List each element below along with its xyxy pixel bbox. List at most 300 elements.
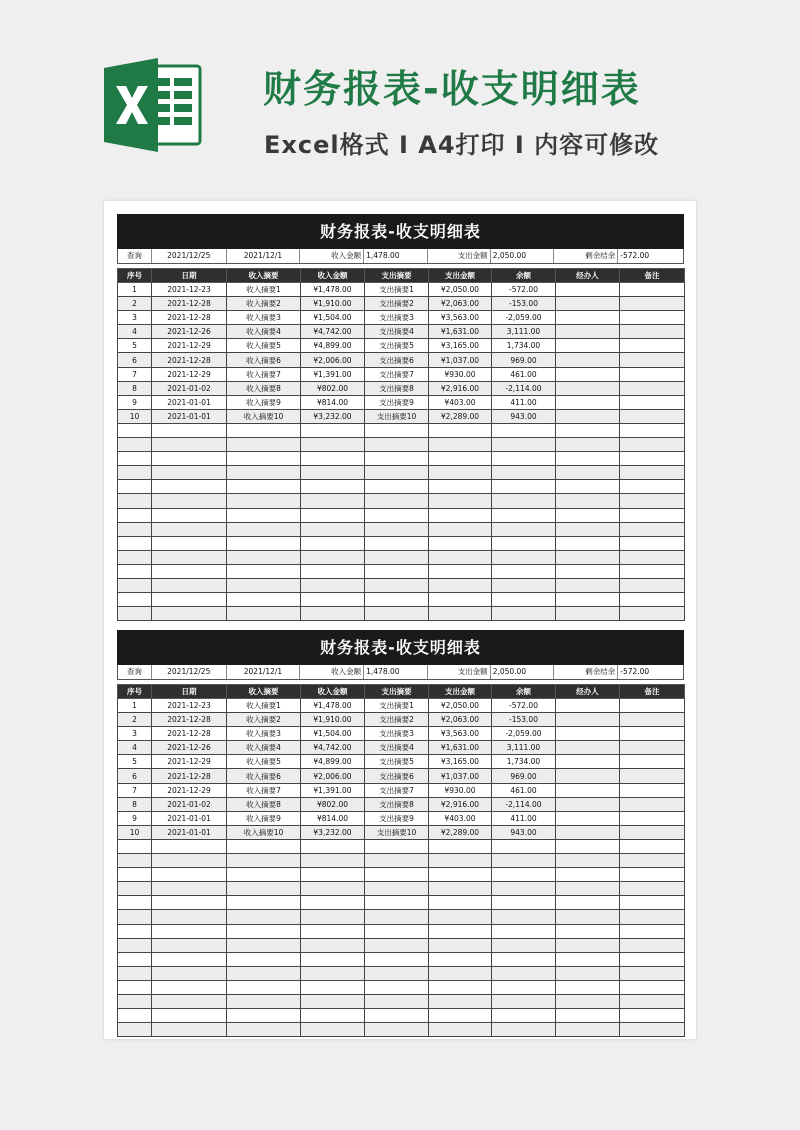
- table-cell[interactable]: 3,111.00: [492, 325, 556, 339]
- empty-cell[interactable]: [118, 494, 152, 508]
- table-cell[interactable]: 2: [118, 297, 152, 311]
- empty-cell[interactable]: [429, 466, 492, 480]
- empty-cell[interactable]: [118, 952, 152, 966]
- table-cell[interactable]: 2: [118, 713, 152, 727]
- table-cell[interactable]: 411.00: [492, 811, 556, 825]
- table-cell[interactable]: 收入摘要8: [227, 381, 301, 395]
- empty-cell[interactable]: [556, 938, 620, 952]
- table-cell[interactable]: 2021-12-23: [152, 699, 227, 713]
- empty-cell[interactable]: [620, 578, 685, 592]
- empty-cell[interactable]: [365, 952, 429, 966]
- empty-cell[interactable]: [118, 994, 152, 1008]
- table-cell[interactable]: ¥3,563.00: [429, 311, 492, 325]
- table-cell[interactable]: -2,059.00: [492, 727, 556, 741]
- table-cell[interactable]: 461.00: [492, 783, 556, 797]
- table-cell[interactable]: [620, 367, 685, 381]
- table-cell[interactable]: [556, 713, 620, 727]
- table-cell[interactable]: 支出摘要6: [365, 769, 429, 783]
- table-cell[interactable]: 411.00: [492, 395, 556, 409]
- table-cell[interactable]: [620, 297, 685, 311]
- table-cell[interactable]: 2021-12-29: [152, 783, 227, 797]
- empty-cell[interactable]: [620, 868, 685, 882]
- table-cell[interactable]: 5: [118, 755, 152, 769]
- table-cell[interactable]: [556, 381, 620, 395]
- empty-cell[interactable]: [556, 980, 620, 994]
- table-cell[interactable]: -2,114.00: [492, 381, 556, 395]
- empty-cell[interactable]: [301, 882, 365, 896]
- empty-cell[interactable]: [556, 466, 620, 480]
- empty-cell[interactable]: [492, 452, 556, 466]
- table-cell[interactable]: ¥1,391.00: [301, 783, 365, 797]
- empty-cell[interactable]: [492, 952, 556, 966]
- empty-cell[interactable]: [365, 607, 429, 621]
- empty-cell[interactable]: [492, 938, 556, 952]
- empty-cell[interactable]: [365, 452, 429, 466]
- empty-cell[interactable]: [152, 452, 227, 466]
- table-cell[interactable]: -2,114.00: [492, 797, 556, 811]
- query-date-end[interactable]: 2021/12/1: [227, 665, 301, 679]
- table-cell[interactable]: 943.00: [492, 409, 556, 423]
- empty-cell[interactable]: [301, 896, 365, 910]
- empty-cell[interactable]: [556, 994, 620, 1008]
- empty-cell[interactable]: [118, 452, 152, 466]
- empty-cell[interactable]: [301, 508, 365, 522]
- table-cell[interactable]: 2021-12-28: [152, 769, 227, 783]
- empty-cell[interactable]: [620, 607, 685, 621]
- table-cell[interactable]: 10: [118, 409, 152, 423]
- empty-cell[interactable]: [620, 896, 685, 910]
- empty-cell[interactable]: [301, 550, 365, 564]
- empty-cell[interactable]: [152, 1023, 227, 1037]
- table-cell[interactable]: [556, 339, 620, 353]
- empty-cell[interactable]: [301, 938, 365, 952]
- empty-cell[interactable]: [492, 924, 556, 938]
- empty-cell[interactable]: [429, 966, 492, 980]
- empty-cell[interactable]: [620, 438, 685, 452]
- empty-cell[interactable]: [152, 938, 227, 952]
- empty-cell[interactable]: [620, 494, 685, 508]
- table-cell[interactable]: 收入摘要5: [227, 755, 301, 769]
- empty-cell[interactable]: [301, 868, 365, 882]
- empty-cell[interactable]: [556, 494, 620, 508]
- empty-cell[interactable]: [152, 980, 227, 994]
- table-cell[interactable]: 支出摘要2: [365, 713, 429, 727]
- empty-cell[interactable]: [620, 536, 685, 550]
- empty-cell[interactable]: [301, 536, 365, 550]
- empty-cell[interactable]: [620, 423, 685, 437]
- empty-cell[interactable]: [301, 952, 365, 966]
- empty-cell[interactable]: [118, 966, 152, 980]
- table-cell[interactable]: 收入摘要1: [227, 283, 301, 297]
- table-cell[interactable]: [620, 797, 685, 811]
- empty-cell[interactable]: [227, 952, 301, 966]
- empty-cell[interactable]: [492, 882, 556, 896]
- empty-cell[interactable]: [227, 452, 301, 466]
- empty-cell[interactable]: [365, 882, 429, 896]
- empty-cell[interactable]: [492, 868, 556, 882]
- empty-cell[interactable]: [301, 593, 365, 607]
- empty-cell[interactable]: [227, 423, 301, 437]
- empty-cell[interactable]: [227, 564, 301, 578]
- table-cell[interactable]: 支出摘要2: [365, 297, 429, 311]
- table-cell[interactable]: 支出摘要5: [365, 755, 429, 769]
- table-cell[interactable]: 支出摘要4: [365, 741, 429, 755]
- table-cell[interactable]: 3,111.00: [492, 741, 556, 755]
- empty-cell[interactable]: [118, 980, 152, 994]
- empty-cell[interactable]: [152, 494, 227, 508]
- empty-cell[interactable]: [152, 1009, 227, 1023]
- table-cell[interactable]: ¥2,063.00: [429, 297, 492, 311]
- table-cell[interactable]: ¥1,037.00: [429, 769, 492, 783]
- empty-cell[interactable]: [556, 966, 620, 980]
- table-cell[interactable]: 收入摘要3: [227, 311, 301, 325]
- empty-cell[interactable]: [365, 924, 429, 938]
- empty-cell[interactable]: [492, 578, 556, 592]
- table-cell[interactable]: [556, 769, 620, 783]
- table-cell[interactable]: [556, 353, 620, 367]
- table-cell[interactable]: 收入摘要3: [227, 727, 301, 741]
- table-cell[interactable]: 4: [118, 325, 152, 339]
- empty-cell[interactable]: [152, 952, 227, 966]
- empty-cell[interactable]: [118, 480, 152, 494]
- empty-cell[interactable]: [620, 1009, 685, 1023]
- empty-cell[interactable]: [152, 910, 227, 924]
- table-cell[interactable]: [620, 353, 685, 367]
- table-cell[interactable]: ¥2,916.00: [429, 797, 492, 811]
- empty-cell[interactable]: [301, 854, 365, 868]
- empty-cell[interactable]: [429, 952, 492, 966]
- empty-cell[interactable]: [118, 466, 152, 480]
- empty-cell[interactable]: [556, 839, 620, 853]
- empty-cell[interactable]: [492, 896, 556, 910]
- empty-cell[interactable]: [620, 980, 685, 994]
- empty-cell[interactable]: [118, 924, 152, 938]
- empty-cell[interactable]: [365, 438, 429, 452]
- table-cell[interactable]: [620, 325, 685, 339]
- empty-cell[interactable]: [492, 564, 556, 578]
- empty-cell[interactable]: [152, 466, 227, 480]
- table-cell[interactable]: ¥1,504.00: [301, 727, 365, 741]
- empty-cell[interactable]: [620, 593, 685, 607]
- table-cell[interactable]: ¥1,478.00: [301, 283, 365, 297]
- empty-cell[interactable]: [429, 607, 492, 621]
- table-cell[interactable]: ¥2,063.00: [429, 713, 492, 727]
- empty-cell[interactable]: [301, 966, 365, 980]
- table-cell[interactable]: 8: [118, 797, 152, 811]
- empty-cell[interactable]: [365, 966, 429, 980]
- table-cell[interactable]: 2021-12-26: [152, 325, 227, 339]
- empty-cell[interactable]: [365, 994, 429, 1008]
- empty-cell[interactable]: [118, 938, 152, 952]
- empty-cell[interactable]: [365, 550, 429, 564]
- table-cell[interactable]: 4: [118, 741, 152, 755]
- table-cell[interactable]: 2021-12-28: [152, 727, 227, 741]
- table-cell[interactable]: ¥1,504.00: [301, 311, 365, 325]
- table-cell[interactable]: 7: [118, 783, 152, 797]
- table-cell[interactable]: 1,734.00: [492, 755, 556, 769]
- empty-cell[interactable]: [152, 438, 227, 452]
- empty-cell[interactable]: [556, 536, 620, 550]
- table-cell[interactable]: 1,734.00: [492, 339, 556, 353]
- empty-cell[interactable]: [365, 896, 429, 910]
- table-cell[interactable]: ¥3,165.00: [429, 755, 492, 769]
- empty-cell[interactable]: [492, 438, 556, 452]
- table-cell[interactable]: 2021-01-01: [152, 825, 227, 839]
- table-cell[interactable]: ¥1,910.00: [301, 713, 365, 727]
- empty-cell[interactable]: [620, 522, 685, 536]
- table-cell[interactable]: [620, 409, 685, 423]
- empty-cell[interactable]: [301, 494, 365, 508]
- empty-cell[interactable]: [429, 1009, 492, 1023]
- empty-cell[interactable]: [429, 994, 492, 1008]
- table-cell[interactable]: [556, 283, 620, 297]
- table-cell[interactable]: 6: [118, 353, 152, 367]
- table-cell[interactable]: -572.00: [492, 283, 556, 297]
- table-cell[interactable]: 2021-12-29: [152, 367, 227, 381]
- empty-cell[interactable]: [227, 480, 301, 494]
- empty-cell[interactable]: [620, 1023, 685, 1037]
- empty-cell[interactable]: [301, 607, 365, 621]
- empty-cell[interactable]: [227, 1009, 301, 1023]
- empty-cell[interactable]: [301, 924, 365, 938]
- table-cell[interactable]: -153.00: [492, 713, 556, 727]
- table-cell[interactable]: [620, 339, 685, 353]
- table-cell[interactable]: [556, 825, 620, 839]
- table-cell[interactable]: 支出摘要8: [365, 797, 429, 811]
- empty-cell[interactable]: [152, 896, 227, 910]
- table-cell[interactable]: [620, 699, 685, 713]
- empty-cell[interactable]: [556, 910, 620, 924]
- empty-cell[interactable]: [227, 522, 301, 536]
- empty-cell[interactable]: [152, 607, 227, 621]
- table-cell[interactable]: ¥2,050.00: [429, 699, 492, 713]
- table-cell[interactable]: [620, 381, 685, 395]
- empty-cell[interactable]: [429, 536, 492, 550]
- table-cell[interactable]: [620, 811, 685, 825]
- empty-cell[interactable]: [492, 966, 556, 980]
- table-cell[interactable]: [556, 755, 620, 769]
- empty-cell[interactable]: [492, 980, 556, 994]
- query-date-start[interactable]: 2021/12/25: [152, 665, 227, 679]
- empty-cell[interactable]: [365, 466, 429, 480]
- empty-cell[interactable]: [365, 508, 429, 522]
- table-cell[interactable]: 收入摘要9: [227, 811, 301, 825]
- empty-cell[interactable]: [152, 839, 227, 853]
- table-cell[interactable]: 1: [118, 283, 152, 297]
- empty-cell[interactable]: [227, 550, 301, 564]
- table-cell[interactable]: ¥3,165.00: [429, 339, 492, 353]
- table-cell[interactable]: ¥2,289.00: [429, 409, 492, 423]
- table-cell[interactable]: 1: [118, 699, 152, 713]
- table-cell[interactable]: ¥3,563.00: [429, 727, 492, 741]
- query-date-start[interactable]: 2021/12/25: [152, 249, 227, 263]
- table-cell[interactable]: [620, 727, 685, 741]
- empty-cell[interactable]: [301, 480, 365, 494]
- table-cell[interactable]: 支出摘要3: [365, 311, 429, 325]
- table-cell[interactable]: 2021-12-28: [152, 311, 227, 325]
- table-cell[interactable]: ¥1,391.00: [301, 367, 365, 381]
- table-cell[interactable]: ¥4,899.00: [301, 339, 365, 353]
- table-cell[interactable]: ¥4,742.00: [301, 325, 365, 339]
- empty-cell[interactable]: [556, 593, 620, 607]
- empty-cell[interactable]: [492, 480, 556, 494]
- empty-cell[interactable]: [365, 1009, 429, 1023]
- empty-cell[interactable]: [429, 593, 492, 607]
- table-cell[interactable]: [620, 755, 685, 769]
- empty-cell[interactable]: [620, 466, 685, 480]
- empty-cell[interactable]: [152, 423, 227, 437]
- table-cell[interactable]: [556, 409, 620, 423]
- empty-cell[interactable]: [556, 438, 620, 452]
- empty-cell[interactable]: [556, 1009, 620, 1023]
- empty-cell[interactable]: [301, 994, 365, 1008]
- empty-cell[interactable]: [227, 593, 301, 607]
- empty-cell[interactable]: [620, 966, 685, 980]
- table-cell[interactable]: 收入摘要9: [227, 395, 301, 409]
- table-cell[interactable]: ¥802.00: [301, 381, 365, 395]
- empty-cell[interactable]: [365, 564, 429, 578]
- empty-cell[interactable]: [301, 522, 365, 536]
- table-cell[interactable]: 2021-12-28: [152, 297, 227, 311]
- table-cell[interactable]: 6: [118, 769, 152, 783]
- empty-cell[interactable]: [620, 564, 685, 578]
- empty-cell[interactable]: [118, 896, 152, 910]
- table-cell[interactable]: ¥2,050.00: [429, 283, 492, 297]
- empty-cell[interactable]: [429, 480, 492, 494]
- empty-cell[interactable]: [227, 466, 301, 480]
- empty-cell[interactable]: [152, 854, 227, 868]
- empty-cell[interactable]: [227, 896, 301, 910]
- empty-cell[interactable]: [429, 896, 492, 910]
- empty-cell[interactable]: [301, 452, 365, 466]
- table-cell[interactable]: 收入摘要2: [227, 713, 301, 727]
- empty-cell[interactable]: [227, 1023, 301, 1037]
- table-cell[interactable]: 支出摘要9: [365, 811, 429, 825]
- table-cell[interactable]: 支出摘要3: [365, 727, 429, 741]
- empty-cell[interactable]: [429, 494, 492, 508]
- table-cell[interactable]: [620, 783, 685, 797]
- table-cell[interactable]: 2021-01-01: [152, 811, 227, 825]
- table-cell[interactable]: ¥1,631.00: [429, 325, 492, 339]
- empty-cell[interactable]: [620, 938, 685, 952]
- table-cell[interactable]: 支出摘要1: [365, 699, 429, 713]
- empty-cell[interactable]: [429, 578, 492, 592]
- empty-cell[interactable]: [118, 854, 152, 868]
- empty-cell[interactable]: [492, 536, 556, 550]
- table-cell[interactable]: [556, 311, 620, 325]
- table-cell[interactable]: [556, 325, 620, 339]
- table-cell[interactable]: ¥1,631.00: [429, 741, 492, 755]
- empty-cell[interactable]: [227, 882, 301, 896]
- empty-cell[interactable]: [152, 508, 227, 522]
- empty-cell[interactable]: [556, 423, 620, 437]
- empty-cell[interactable]: [620, 452, 685, 466]
- table-cell[interactable]: 9: [118, 395, 152, 409]
- table-cell[interactable]: [556, 395, 620, 409]
- empty-cell[interactable]: [118, 839, 152, 853]
- empty-cell[interactable]: [492, 550, 556, 564]
- empty-cell[interactable]: [620, 480, 685, 494]
- table-cell[interactable]: ¥1,037.00: [429, 353, 492, 367]
- table-cell[interactable]: 2021-12-23: [152, 283, 227, 297]
- empty-cell[interactable]: [152, 868, 227, 882]
- table-cell[interactable]: ¥814.00: [301, 811, 365, 825]
- empty-cell[interactable]: [620, 882, 685, 896]
- empty-cell[interactable]: [429, 910, 492, 924]
- table-cell[interactable]: -153.00: [492, 297, 556, 311]
- empty-cell[interactable]: [227, 966, 301, 980]
- table-cell[interactable]: 943.00: [492, 825, 556, 839]
- table-cell[interactable]: 2021-12-29: [152, 339, 227, 353]
- table-cell[interactable]: 461.00: [492, 367, 556, 381]
- table-cell[interactable]: 收入摘要2: [227, 297, 301, 311]
- table-cell[interactable]: [556, 741, 620, 755]
- empty-cell[interactable]: [556, 1023, 620, 1037]
- table-cell[interactable]: 3: [118, 311, 152, 325]
- empty-cell[interactable]: [556, 550, 620, 564]
- table-cell[interactable]: 2021-12-29: [152, 755, 227, 769]
- empty-cell[interactable]: [118, 536, 152, 550]
- empty-cell[interactable]: [492, 994, 556, 1008]
- empty-cell[interactable]: [429, 868, 492, 882]
- empty-cell[interactable]: [429, 1023, 492, 1037]
- empty-cell[interactable]: [556, 924, 620, 938]
- table-cell[interactable]: 收入摘要8: [227, 797, 301, 811]
- table-cell[interactable]: 5: [118, 339, 152, 353]
- empty-cell[interactable]: [152, 882, 227, 896]
- table-cell[interactable]: 969.00: [492, 769, 556, 783]
- empty-cell[interactable]: [492, 508, 556, 522]
- table-cell[interactable]: ¥3,232.00: [301, 409, 365, 423]
- table-cell[interactable]: 支出摘要6: [365, 353, 429, 367]
- empty-cell[interactable]: [365, 839, 429, 853]
- empty-cell[interactable]: [620, 839, 685, 853]
- table-cell[interactable]: 支出摘要10: [365, 409, 429, 423]
- table-cell[interactable]: 支出摘要1: [365, 283, 429, 297]
- empty-cell[interactable]: [365, 938, 429, 952]
- empty-cell[interactable]: [227, 508, 301, 522]
- table-cell[interactable]: [556, 297, 620, 311]
- table-cell[interactable]: 支出摘要9: [365, 395, 429, 409]
- table-cell[interactable]: 收入摘要4: [227, 741, 301, 755]
- empty-cell[interactable]: [556, 480, 620, 494]
- table-cell[interactable]: 收入摘要1: [227, 699, 301, 713]
- empty-cell[interactable]: [365, 536, 429, 550]
- table-cell[interactable]: 收入摘要5: [227, 339, 301, 353]
- table-cell[interactable]: 9: [118, 811, 152, 825]
- table-cell[interactable]: 收入摘要10: [227, 825, 301, 839]
- table-cell[interactable]: [620, 283, 685, 297]
- table-cell[interactable]: [556, 727, 620, 741]
- empty-cell[interactable]: [118, 868, 152, 882]
- query-date-end[interactable]: 2021/12/1: [227, 249, 301, 263]
- empty-cell[interactable]: [227, 839, 301, 853]
- empty-cell[interactable]: [365, 1023, 429, 1037]
- table-cell[interactable]: [556, 797, 620, 811]
- empty-cell[interactable]: [227, 607, 301, 621]
- empty-cell[interactable]: [556, 452, 620, 466]
- table-cell[interactable]: 收入摘要6: [227, 769, 301, 783]
- empty-cell[interactable]: [301, 1023, 365, 1037]
- empty-cell[interactable]: [620, 952, 685, 966]
- table-cell[interactable]: ¥2,006.00: [301, 769, 365, 783]
- table-cell[interactable]: 10: [118, 825, 152, 839]
- table-cell[interactable]: 3: [118, 727, 152, 741]
- empty-cell[interactable]: [152, 578, 227, 592]
- empty-cell[interactable]: [152, 480, 227, 494]
- table-cell[interactable]: [620, 311, 685, 325]
- empty-cell[interactable]: [227, 854, 301, 868]
